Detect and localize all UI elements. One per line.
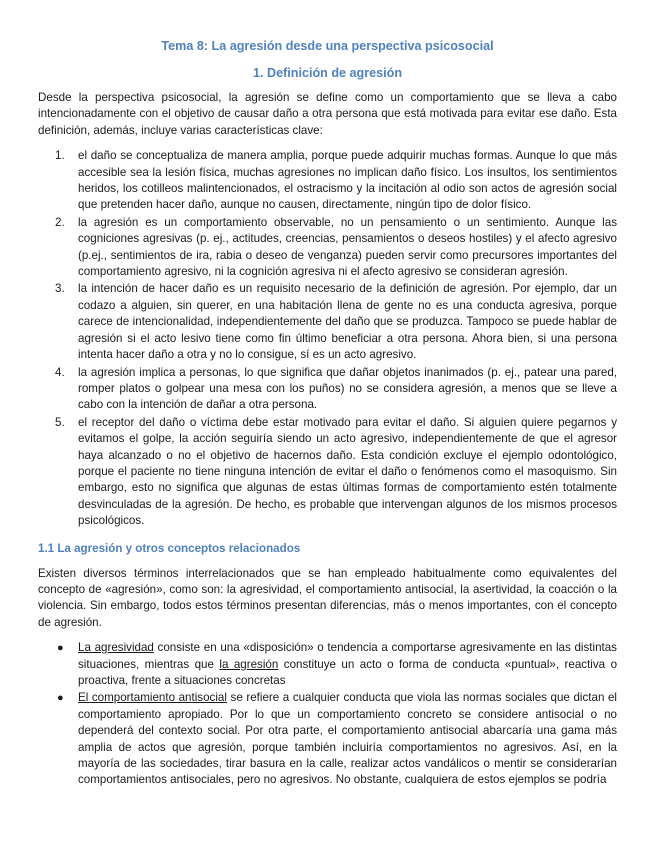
bullet-text: constituye un acto o forma de conducta «puntual», reactiva o proactiva, frente a situaciones concretas xyxy=(78,657,618,687)
bullet-text: se refiere a cualquier conducta que viola las normas sociales que dictan el comportamiento apropiado. Por lo que un comportamiento concreto se considere antisocial o no dependerá del contexto social. Por otra parte, el comportamiento antisocial abarcaría una gama más amplia de actos que agresión, porque también incluiría comportamientos no agresivos. Así, en la mayoría de las sociedades, tirar basura en la calle, realizar actos vandálicos o mentir se considerarían comportamientos antisociales, pero no agresivos. No obstante, cualquiera de estos ejemplos se podría xyxy=(78,691,617,787)
bullet-icon: ● xyxy=(57,642,64,655)
bullet-item xyxy=(38,640,617,689)
document-title: Tema 8: La agresión desde una perspectiva psicosocial xyxy=(161,39,494,53)
list-item-text: la agresión implica a personas, lo que significa que dañar objetos inanimados (p. ej., patear una pared, romper platos o golpear una mesa con los puños) no se considera agresión, a menos que se lleve a cabo con la intención de dañar a otra persona. xyxy=(78,365,617,412)
section-heading: 1.1 La agresión y otros conceptos relacionados xyxy=(38,541,301,555)
section-intro-paragraph: Existen diversos términos interrelacionados que se han empleado habitualmente como equivalentes del concepto de «agresión», como son: la agresividad, el comportamiento antisocial, la asertividad, la coacción o la violencia. Sin embargo, todos estos términos presentan diferencias, más o menos importantes, con el concepto de agresión. xyxy=(38,566,617,629)
intro-paragraph: Desde la perspectiva psicosocial, la agresión se define como un comportamiento que se lleva a cabo intencionadamente con el objetivo de causar daño a otra persona que está motivada para evitar ese daño. Esta definición, además, incluye varias características clave: xyxy=(38,91,617,137)
concepts-list xyxy=(38,640,617,789)
list-item xyxy=(38,148,617,214)
list-item-text: la intención de hacer daño es un requisito necesario de la definición de agresión. Por ejemplo, dar un codazo a alguien, sin querer, en una habitación llena de gente no es una conducta agresiva, porque carece de intencionalidad, independientemente del daño que se produzca. Tampoco se puede hablar de agresión si el acto lesivo tiene como fin último beneficiar a otra persona. Ahora bien, si una persona intenta hacer daño a otra y no lo consigue, sí es un acto agresivo. xyxy=(78,282,617,362)
list-number: 3. xyxy=(55,282,65,296)
bullet-text: consiste en una «disposición» o tendencia a comportarse agresivamente en las distintas situaciones, mientras que xyxy=(78,641,617,671)
list-item xyxy=(38,365,617,414)
list-item xyxy=(38,415,617,530)
list-item-text: el daño se conceptualiza de manera amplia, porque puede adquirir muchas formas. Aunque lo que más accesible sea la lesión física, muchas agresiones no implican daño físico. Los insultos, los sentimientos heridos, los cotilleos malintencionados, el ostracismo y la incitación al odio son actos de agresión social que pretenden hacer daño, aunque no causen, directamente, ningún tipo de dolor físico. xyxy=(78,149,617,212)
list-number: 5. xyxy=(55,415,65,429)
bullet-icon: ● xyxy=(57,692,64,705)
bullet-item xyxy=(38,690,617,788)
term-agresion: la agresión xyxy=(219,657,279,671)
list-number: 1. xyxy=(55,149,65,163)
list-item-text: el receptor del daño o víctima debe estar motivado para evitar el daño. Si alguien quiere pegarnos y evitamos el golpe, la acción seguiría siendo un acto agresivo, independientemente de que el agresor haya alcanzado o no el objetivo de hacernos daño. Esta condición excluye el ejemplo odontológico, porque el paciente no tiene ninguna intención de evitar el daño o fenómenos como el masoquismo. Sin embargo, esto no significa que algunas de estas últimas formas de comportamiento estén totalmente desvinculadas de la agresión. De hecho, es probable que intervengan algunos de los mismos procesos psicológicos. xyxy=(78,415,617,528)
list-number: 4. xyxy=(55,365,65,379)
list-item xyxy=(38,215,617,281)
term-agresividad: La agresividad xyxy=(78,641,154,655)
list-item xyxy=(38,281,617,363)
term-comportamiento-antisocial: El comportamiento antisocial xyxy=(78,691,227,705)
list-number: 2. xyxy=(55,215,65,229)
list-item-text: la agresión es un comportamiento observable, no un pensamiento o un sentimiento. Aunque las cogniciones agresivas (p. ej., actitudes, creencias, pensamientos o deseos hostiles) y el afecto agresivo (p.ej., sentimientos de ira, rabia o deseo de venganza) pueden servir como precursores importantes del comportamiento agresivo, ni la cognición agresiva ni el afecto agresivo se consideran agresión. xyxy=(78,215,617,279)
characteristics-list xyxy=(38,148,617,529)
section-title: 1. Definición de agresión xyxy=(252,66,403,80)
